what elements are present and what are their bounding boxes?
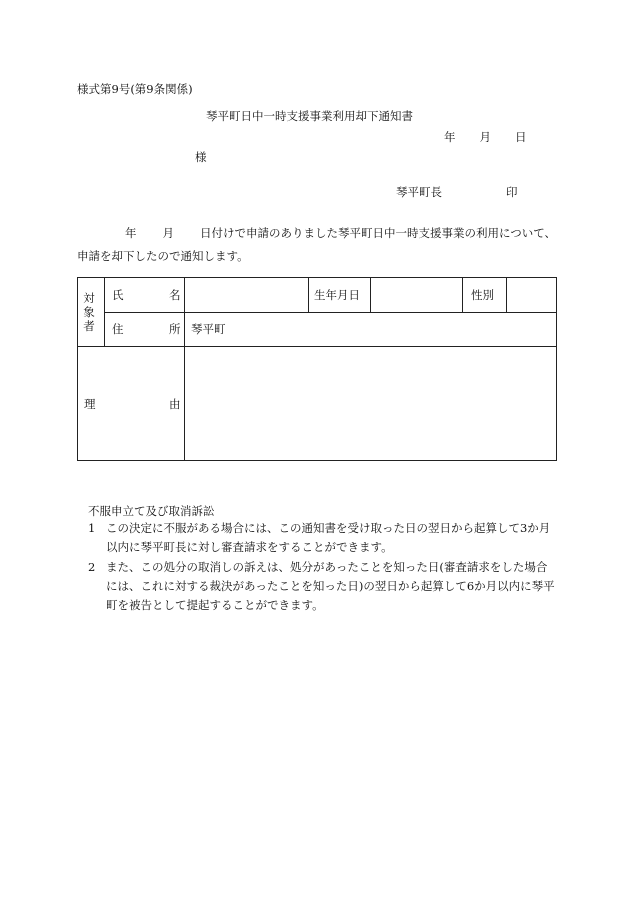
label-col-divider bbox=[184, 278, 185, 461]
address-value: 琴平町 bbox=[191, 322, 226, 336]
clause-2-body: また、この処分の取消しの訴えは、処分があったことを知った日(審査請求をした場合には、これに対する裁決があったことを知った日)の翌日から起算して6か月以内に琴平町を被告として提起することができます。 bbox=[106, 560, 555, 612]
body-text: 日付けで申請のありました琴平町日中一時支援事業の利用について、申請を却下したので通知します。 bbox=[77, 226, 557, 263]
clause-2-number: 2 bbox=[88, 560, 96, 574]
clause-1-text bbox=[106, 519, 558, 557]
document-title: 琴平町日中一時支援事業利用却下通知書 bbox=[206, 109, 413, 123]
gender-value-divider bbox=[506, 278, 507, 312]
seal-mark: 印 bbox=[506, 185, 518, 199]
address-label-first: 住 bbox=[112, 322, 124, 336]
gender-label-divider bbox=[462, 278, 463, 312]
body-year-label: 年 bbox=[125, 226, 137, 240]
birthdate-value-divider bbox=[370, 278, 371, 312]
body-month-label: 月 bbox=[162, 226, 174, 240]
subject-col-divider bbox=[104, 278, 105, 346]
date-year-label: 年 bbox=[444, 130, 456, 144]
reason-label-first: 理 bbox=[84, 397, 96, 411]
name-label-first: 氏 bbox=[112, 288, 124, 302]
reason-label-second: 由 bbox=[169, 397, 181, 411]
birthdate-label-divider bbox=[308, 278, 309, 312]
clause-1-number: 1 bbox=[88, 521, 96, 535]
name-label-second: 名 bbox=[169, 288, 181, 302]
row-divider-1 bbox=[105, 312, 557, 313]
clause-1-body: この決定に不服がある場合には、この通知書を受け取った日の翌日から起算して3か月以内に琴平町長に対し審査請求をすることができます。 bbox=[106, 521, 551, 554]
date-month-label: 月 bbox=[479, 130, 491, 144]
subject-label: 対象者 bbox=[83, 291, 95, 333]
clause-2-text bbox=[106, 558, 558, 615]
addressee-suffix: 様 bbox=[195, 150, 207, 164]
appeal-heading: 不服申立て及び取消訴訟 bbox=[88, 504, 215, 518]
subject-info-table bbox=[77, 277, 557, 461]
notice-body bbox=[77, 222, 563, 268]
date-line bbox=[444, 131, 527, 145]
gender-label: 性別 bbox=[471, 288, 494, 302]
row-divider-2 bbox=[78, 346, 556, 347]
issuer-line bbox=[396, 186, 518, 200]
date-day-label: 日 bbox=[515, 130, 527, 144]
birthdate-label: 生年月日 bbox=[314, 288, 360, 302]
issuer-name: 琴平町長 bbox=[396, 185, 442, 199]
address-label-second: 所 bbox=[169, 322, 181, 336]
form-number: 様式第9号(第9条関係) bbox=[77, 82, 193, 96]
